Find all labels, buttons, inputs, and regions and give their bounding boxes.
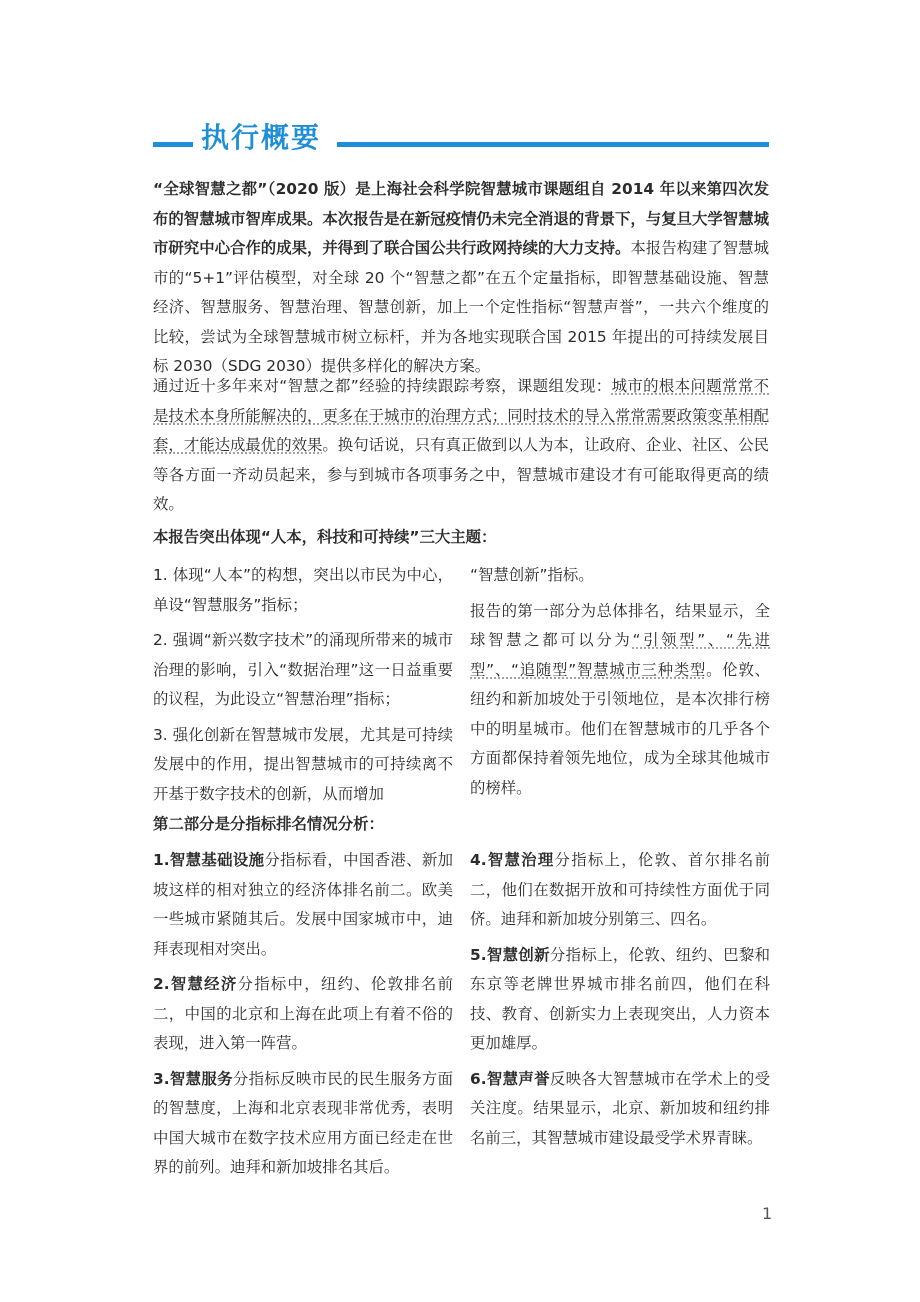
- indicator-name: 6.智慧声誉: [470, 1069, 550, 1088]
- overall-ranking-paragraph: [470, 597, 770, 804]
- indicator-item: [153, 846, 453, 964]
- indicator-item: [153, 970, 453, 1059]
- indicator-item: [470, 941, 770, 1059]
- ranking-city-types: “引领型”、“先进型”、“追随型”智慧城市三种类型: [470, 631, 770, 679]
- indicator-text: 分指标反映市民的民生服务方面的智慧度，上海和北京表现非常优秀，表明中国大城市在数字技术应用方面已经走在世界的前列。迪拜和新加坡排名其后。: [153, 1069, 453, 1176]
- indicator-text: 分指标看，中国香港、新加坡这样的相对独立的经济体排名前二。欧美一些城市紧随其后。发展中国家城市中，迪拜表现相对突出。: [153, 851, 453, 958]
- themes-left-column: [153, 561, 453, 815]
- themes-heading: 本报告突出体现“人本，科技和可持续”三大主题：: [153, 528, 497, 546]
- part2-left-column: [153, 846, 453, 1189]
- theme-item-2: 2. 强调“新兴数字技术”的涌现所带来的城市治理的影响，引入“数据治理”这一日益重要的议程，为此设立“智慧治理”指标；: [153, 631, 453, 708]
- part2-heading: 第二部分是分指标排名情况分析：: [153, 815, 384, 833]
- part2-right-column: [470, 846, 770, 1159]
- ranking-rest: 。伦敦、纽约和新加坡处于引领地位，是本次排行榜中的明星城市。他们在智慧城市的几乎各个方面都保持着领先地位，成为全球其他城市的榜样。: [470, 660, 770, 797]
- indicator-name: 5.智慧创新: [470, 945, 550, 964]
- indicator-item: [470, 1065, 770, 1154]
- finding-lead: 通过近十多年来对“智慧之都”经验的持续跟踪考察，课题组发现：: [153, 377, 612, 395]
- theme-item-3-continued: “智慧创新”指标。: [470, 566, 594, 584]
- finding-rest: 。换句话说，只有真正做到以人为本，让政府、企业、社区、公民等各方面一齐动员起来，参与到城市各项事务之中，智慧城市建设才有可能取得更高的绩效。: [153, 436, 769, 513]
- theme-item-1: 1. 体现“人本”的构想，突出以市民为中心，单设“智慧服务”指标；: [153, 566, 453, 614]
- intro-bold-text: “全球智慧之都”（2020 版）是上海社会科学院智慧城市课题组自 2014 年以来第四次发布的智慧城市智库成果。本次报告是在新冠疫情仍未完全消退的背景下，与复旦大学智慧城市研究中心合作的成果，并得到了联合国公共行政网持续的大力支持。: [153, 180, 769, 257]
- intro-paragraph: [153, 175, 769, 382]
- finding-paragraph: [153, 372, 769, 520]
- indicator-text: 反映各大智慧城市在学术上的受关注度。结果显示，北京、新加坡和纽约排名前三，其智慧城市建设最受学术界青睐。: [470, 1069, 770, 1147]
- page-number: 1: [762, 1204, 773, 1223]
- section-title-bar: [153, 120, 769, 156]
- theme-item-3: 3. 强化创新在智慧城市发展，尤其是可持续发展中的作用，提出智慧城市的可持续离不开基于数字技术的创新，从而增加: [153, 725, 453, 803]
- ranking-lead: 报告的第一部分为总体排名，结果显示，全球智慧之都可以分为: [470, 601, 770, 649]
- indicator-item: [470, 846, 770, 935]
- indicator-name: 2.智慧经济: [153, 975, 238, 993]
- indicator-name: 4.智慧治理: [470, 851, 555, 869]
- indicator-item: [153, 1065, 453, 1183]
- themes-right-column: [470, 561, 770, 809]
- indicator-text: 分指标上，伦敦、纽约、巴黎和东京等老牌世界城市排名前四，他们在科技、教育、创新实力上表现突出，人力资本更加雄厚。: [470, 945, 770, 1052]
- indicator-name: 3.智慧服务: [153, 1069, 233, 1088]
- indicator-text: 分指标中，纽约、伦敦排名前二，中国的北京和上海在此项上有着不俗的表现，进入第一阵营。: [153, 975, 453, 1052]
- page-title: 执行概要: [201, 121, 322, 154]
- indicator-name: 1.智慧基础设施: [153, 851, 265, 869]
- intro-normal-text: 本报告构建了智慧城市的“5+1”评估模型，对全球 20 个“智慧之都”在五个定量指标，即智慧基础设施、智慧经济、智慧服务、智慧治理、智慧创新，加上一个定性指标“智慧声誉”，一共六个维度的比较，尝试为全球智慧城市树立标杆，并为各地实现联合国 2015 年提出的可持续发展目标 2030（SDG 2030）提供多样化的解决方案。: [153, 239, 769, 375]
- title-rule-left: [153, 142, 193, 147]
- title-rule-right: [337, 142, 769, 147]
- finding-key-insight: 城市的根本问题常常不是技术本身所能解决的，更多在于城市的治理方式；同时技术的导入常常需要政策变革相配套，才能达成最优的效果: [153, 377, 769, 454]
- indicator-text: 分指标上，伦敦、首尔排名前二，他们在数据开放和可持续性方面优于同侪。迪拜和新加坡分别第三、四名。: [470, 851, 770, 928]
